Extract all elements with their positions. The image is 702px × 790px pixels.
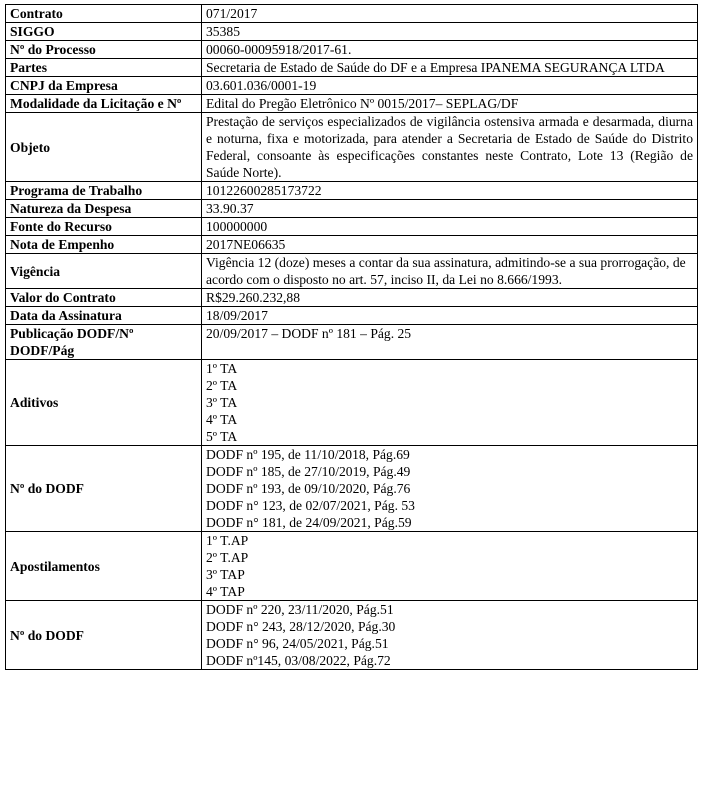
list-item: DODF n° 243, 28/12/2020, Pág.30 [206,619,396,634]
fonte-value: 100000000 [202,218,698,236]
apostilamentos-list [202,532,698,601]
cnpj-value: 03.601.036/0001-19 [202,77,698,95]
table-row [6,77,698,95]
cnpj-label: CNPJ da Empresa [6,77,202,95]
table-row [6,59,698,77]
modalidade-value: Edital do Pregão Eletrônico Nº 0015/2017– SEPLAG/DF [202,95,698,113]
table-row [6,23,698,41]
natureza-value: 33.90.37 [202,200,698,218]
contrato-value: 071/2017 [202,5,698,23]
contract-table [5,4,698,670]
objeto-label: Objeto [6,113,202,182]
partes-label: Partes [6,59,202,77]
assinatura-value: 18/09/2017 [202,307,698,325]
dodf-apostilamentos-list [202,601,698,670]
list-item: DODF nº 193, de 09/10/2020, Pág.76 [206,481,411,496]
list-item: 3º TA [206,395,238,410]
table-row [6,532,698,601]
list-item: 3º TAP [206,567,245,582]
list-item: DODF nº 220, 23/11/2020, Pág.51 [206,602,394,617]
table-row [6,601,698,670]
list-item: 1º TA [206,361,238,376]
valor-value: R$29.260.232,88 [202,289,698,307]
apostilamentos-label: Apostilamentos [6,532,202,601]
publicacao-label: Publicação DODF/Nº DODF/Pág [6,325,202,360]
list-item: 1º T.AP [206,533,249,548]
list-item: DODF n° 181, de 24/09/2021, Pág.59 [206,515,412,530]
list-item: 2º TA [206,378,238,393]
list-item: 4º TA [206,412,238,427]
fonte-label: Fonte do Recurso [6,218,202,236]
dodf-aditivos-list [202,446,698,532]
programa-value: 10122600285173722 [202,182,698,200]
programa-label: Programa de Trabalho [6,182,202,200]
dodf-apostilamentos-label: Nº do DODF [6,601,202,670]
modalidade-label: Modalidade da Licitação e Nº [6,95,202,113]
vigencia-label: Vigência [6,254,202,289]
table-row [6,5,698,23]
list-item: 4º TAP [206,584,245,599]
processo-label: Nº do Processo [6,41,202,59]
siggo-label: SIGGO [6,23,202,41]
table-row [6,182,698,200]
table-row [6,200,698,218]
objeto-value: Prestação de serviços especializados de vigilância ostensiva armada e desarmada, diurna e noturna, fixa e motorizada, para atender a Secretaria de Estado de Saúde do Distrito Federal, consoante às especificações constantes neste Contrato, Lote 13 (Região de Saúde Norte). [202,113,698,182]
table-row [6,41,698,59]
partes-value: Secretaria de Estado de Saúde do DF e a Empresa IPANEMA SEGURANÇA LTDA [202,59,698,77]
table-row [6,218,698,236]
processo-value: 00060-00095918/2017-61. [202,41,698,59]
aditivos-label: Aditivos [6,360,202,446]
natureza-label: Natureza da Despesa [6,200,202,218]
table-row [6,307,698,325]
siggo-value: 35385 [202,23,698,41]
assinatura-label: Data da Assinatura [6,307,202,325]
vigencia-value: Vigência 12 (doze) meses a contar da sua assinatura, admitindo-se a sua prorrogação, de acordo com o disposto no art. 57, inciso II, da Lei no 8.666/1993. [202,254,698,289]
list-item: 5º TA [206,429,238,444]
empenho-value: 2017NE06635 [202,236,698,254]
valor-label: Valor do Contrato [6,289,202,307]
list-item: DODF nº145, 03/08/2022, Pág.72 [206,653,391,668]
list-item: 2º T.AP [206,550,249,565]
table-row [6,95,698,113]
table-row [6,289,698,307]
table-row [6,254,698,289]
table-row [6,236,698,254]
aditivos-list [202,360,698,446]
publicacao-value: 20/09/2017 – DODF nº 181 – Pág. 25 [202,325,698,360]
table-row [6,113,698,182]
empenho-label: Nota de Empenho [6,236,202,254]
list-item: DODF n° 96, 24/05/2021, Pág.51 [206,636,389,651]
list-item: DODF nº 195, de 11/10/2018, Pág.69 [206,447,410,462]
contrato-label: Contrato [6,5,202,23]
list-item: DODF n° 123, de 02/07/2021, Pág. 53 [206,498,415,513]
dodf-aditivos-label: Nº do DODF [6,446,202,532]
table-row [6,360,698,446]
table-row [6,325,698,360]
list-item: DODF nº 185, de 27/10/2019, Pág.49 [206,464,411,479]
table-row [6,446,698,532]
